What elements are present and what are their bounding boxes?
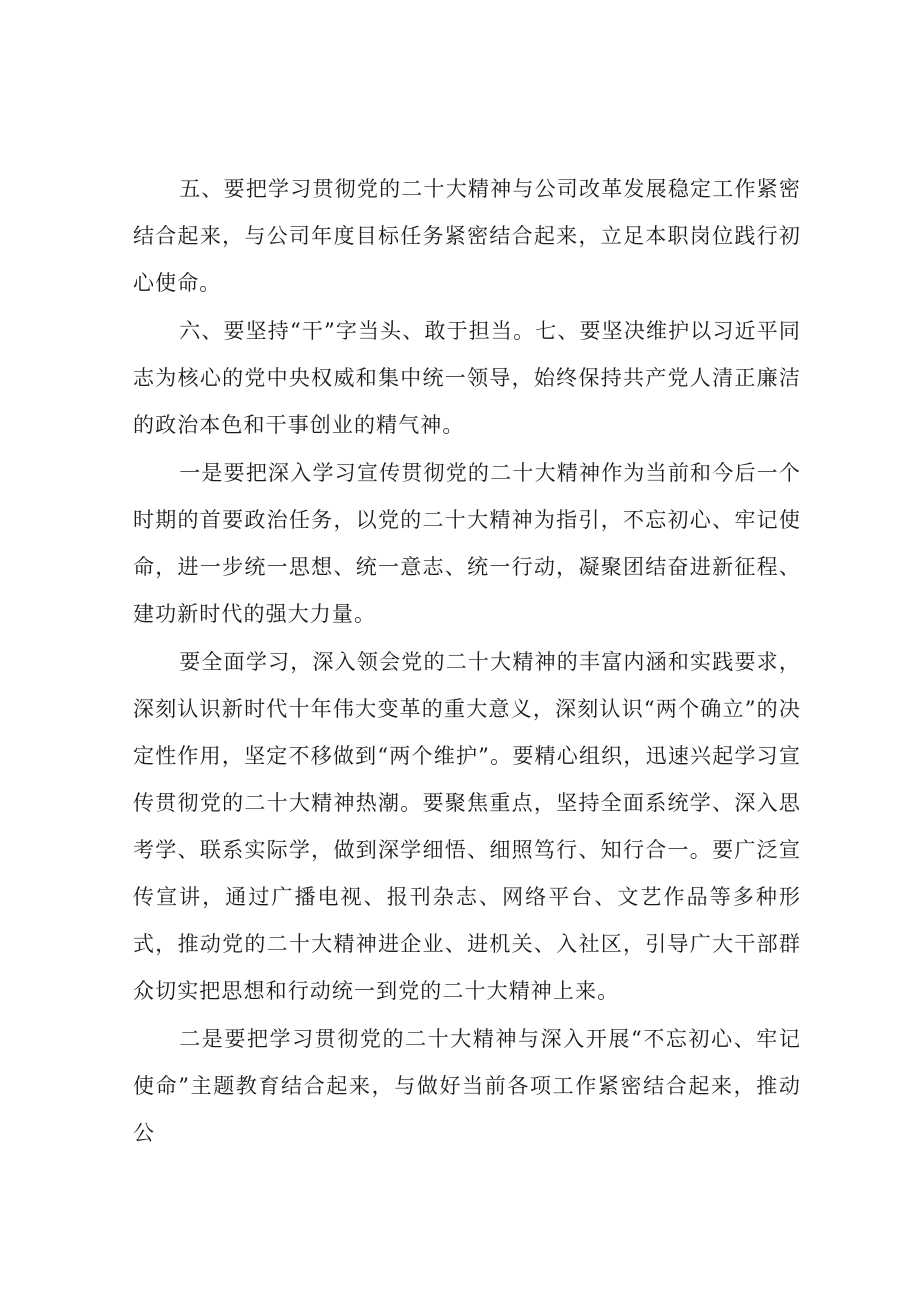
paragraph: 要全面学习，深入领会党的二十大精神的丰富内涵和实践要求，深刻认识新时代十年伟大变革的重大意义，深刻认识“两个确立”的决定性作用，坚定不移做到“两个维护”。要精心组织，迅速兴起学习宣传贯彻党的二十大精神热潮。要聚焦重点，坚持全面系统学、深入思考学、联系实际学，做到深学细悟、细照笃行、知行合一。要广泛宣传宣讲，通过广播电视、报刊杂志、网络平台、文艺作品等多种形式，推动党的二十大精神进企业、进机关、入社区，引导广大干部群众切实把思想和行动统一到党的二十大精神上来。 <box>133 650 801 1003</box>
paragraph: 一是要把深入学习宣传贯彻党的二十大精神作为当前和今后一个时期的首要政治任务，以党的二十大精神为指引，不忘初心、牢记使命，进一步统一思想、统一意志、统一行动，凝聚团结奋进新征程、建功新时代的强大力量。 <box>133 461 801 626</box>
paragraph: 二是要把学习贯彻党的二十大精神与深入开展“不忘初心、牢记使命”主题教育结合起来，与做好当前各项工作紧密结合起来，推动公 <box>133 1027 801 1145</box>
paragraph: 五、要把学习贯彻党的二十大精神与公司改革发展稳定工作紧密结合起来，与公司年度目标任务紧密结合起来，立足本职岗位践行初心使命。 <box>133 177 801 295</box>
document-body <box>133 166 801 1158</box>
paragraph: 六、要坚持“干”字当头、敢于担当。七、要坚决维护以习近平同志为核心的党中央权威和集中统一领导，始终保持共产党人清正廉洁的政治本色和干事创业的精气神。 <box>133 319 801 437</box>
